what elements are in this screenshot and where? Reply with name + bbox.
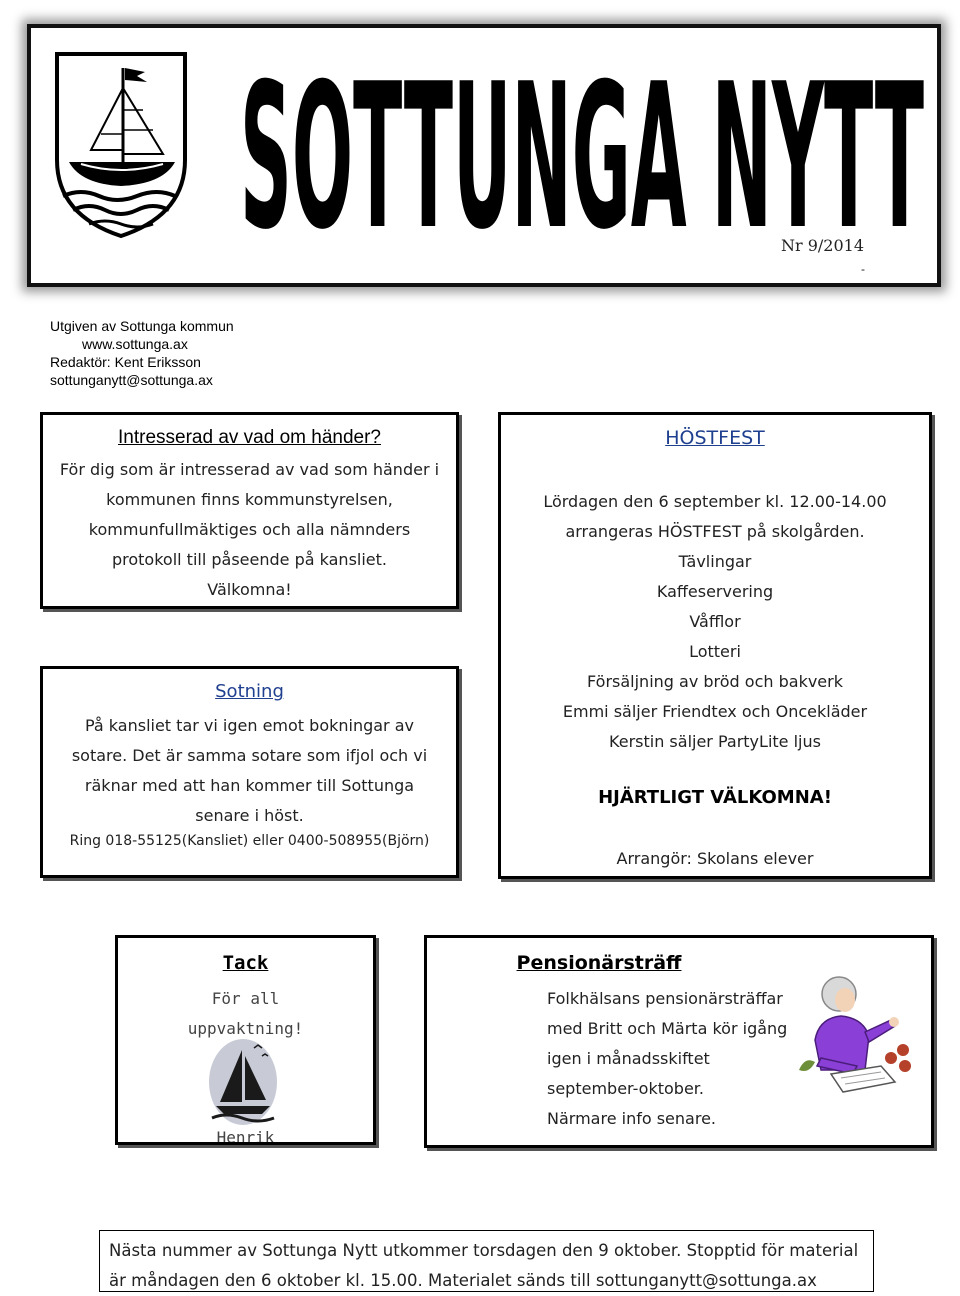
masthead-title [237,48,927,243]
info-line: protokoll till påseende på kansliet. [111,550,387,569]
info-line: För dig som är intresserad av vad som händer i [59,460,440,479]
info-box [40,412,459,609]
next-issue-line: är måndagen den 6 oktober kl. 15.00. Materialet sänds till sottunganytt@sottunga.ax [109,1271,817,1290]
editor-line: Redaktör: Kent Eriksson [50,354,201,370]
coat-of-arms-ship-logo [51,50,191,240]
sotning-line: räknar med att han kommer till Sottunga [84,776,415,795]
sailboat-icon [208,1038,278,1128]
hostfest-line: Tävlingar [678,552,752,571]
hostfest-body [501,487,929,757]
sotning-body [43,711,456,831]
thanks-line: För all [211,989,280,1008]
svg-text:SOTTUNGA NYTT: SOTTUNGA NYTT [240,48,924,243]
pensioner-title: Pensionärsträff [516,952,682,974]
info-body [43,455,456,605]
info-title: Intresserad av vad om händer? [118,427,381,448]
hostfest-organizer: Arrangör: Skolans elever [616,849,814,868]
info-line: kommunfullmäktiges och alla nämnders [88,520,411,539]
hostfest-line: arrangeras HÖSTFEST på skolgården. [565,522,865,541]
masthead-banner [27,24,941,287]
issue-mark: - [861,262,865,276]
pensioner-box [424,935,934,1148]
hostfest-line: Kaffeservering [656,582,774,601]
thanks-signature: Henrik [216,1128,275,1145]
sotning-box [40,666,459,878]
pensioner-body [547,984,787,1134]
hostfest-box [498,412,932,879]
pensioner-line: med Britt och Märta kör igång [547,1019,788,1038]
thanks-title: Tack [222,952,269,974]
sotning-line: På kansliet tar vi igen emot bokningar av [84,716,414,735]
thanks-body [118,984,373,1044]
hostfest-welcome: HJÄRTLIGT VÄLKOMNA! [598,787,832,808]
hostfest-line: Våfflor [689,612,741,631]
elderly-woman-clipart [795,970,915,1095]
info-line: kommunen finns kommunstyrelsen, [106,490,393,509]
next-issue-text [109,1236,858,1296]
hostfest-line: Emmi säljer Friendtex och Oncekläder [562,702,868,721]
thanks-box [115,935,376,1145]
pensioner-line: september-oktober. [547,1079,704,1098]
hostfest-title: HÖSTFEST [665,427,765,449]
pensioner-line: Folkhälsans pensionärsträffar [547,989,783,1008]
issue-number: Nr 9/2014 [781,236,865,255]
thanks-line: uppvaktning! [187,1019,304,1038]
sotning-contact: Ring 018-55125(Kansliet) eller 0400-508955(Björn) [69,833,430,849]
next-issue-line: Nästa nummer av Sottunga Nytt utkommer torsdagen den 9 oktober. Stopptid för material [109,1241,859,1260]
pensioner-line: Närmare info senare. [547,1109,716,1128]
next-issue-notice [99,1230,874,1292]
website-link[interactable]: www.sottunga.ax [82,336,188,352]
sotning-line: senare i höst. [195,806,304,825]
hostfest-line: Kerstin säljer PartyLite ljus [609,732,821,751]
hostfest-line: Försäljning av bröd och bakverk [587,672,843,691]
publisher-info [50,317,234,389]
publisher-line: Utgiven av Sottunga kommun [50,318,234,334]
hostfest-line: Lotteri [689,642,741,661]
sotning-title: Sotning [215,681,284,702]
email-link[interactable]: sottunganytt@sottunga.ax [50,372,213,388]
info-line: Välkomna! [207,580,292,599]
pensioner-line: igen i månadsskiftet [547,1049,710,1068]
sotning-line: sotare. Det är samma sotare som ifjol och vi [71,746,428,765]
hostfest-line: Lördagen den 6 september kl. 12.00-14.00 [543,492,887,511]
